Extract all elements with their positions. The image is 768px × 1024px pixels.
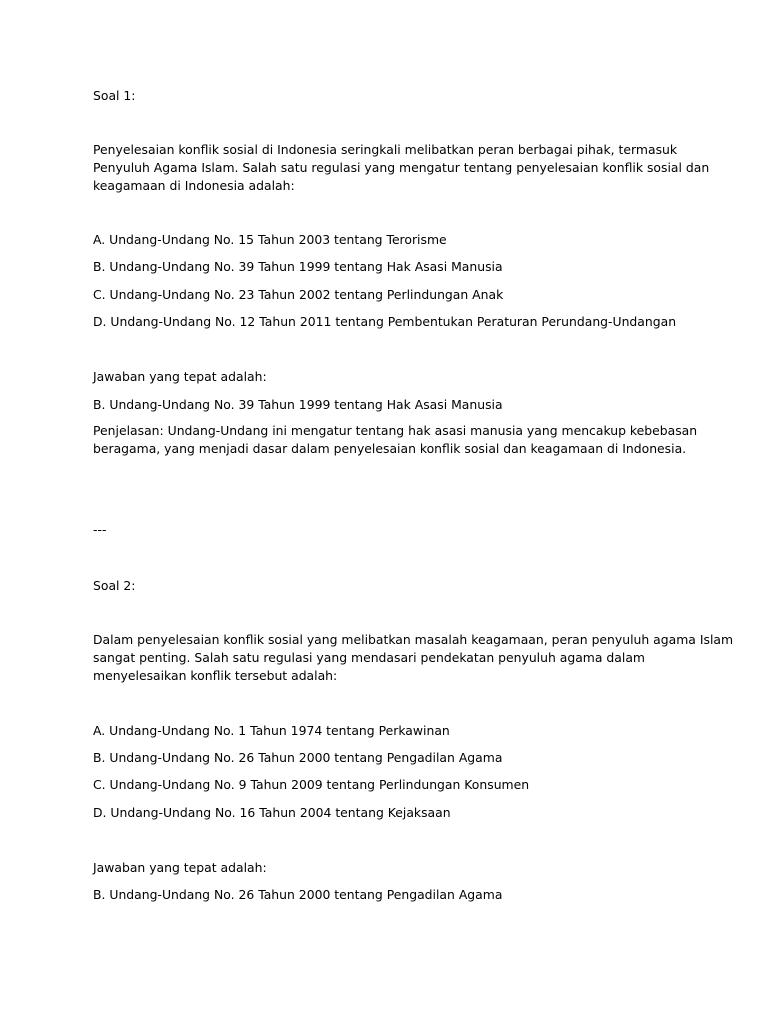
question-1-option-c: C. Undang-Undang No. 23 Tahun 2002 tentang Perlindungan Anak xyxy=(93,287,504,302)
question-2-stem-line: Dalam penyelesaian konflik sosial yang melibatkan masalah keagamaan, peran penyuluh agama Islam xyxy=(93,632,734,647)
question-1-stem-line: keagamaan di Indonesia adalah: xyxy=(93,178,295,193)
question-1-stem xyxy=(93,141,710,195)
question-2-stem-line: menyelesaikan konflik tersebut adalah: xyxy=(93,668,338,683)
question-2-option-a: A. Undang-Undang No. 1 Tahun 1974 tentang Perkawinan xyxy=(93,723,450,738)
question-1-option-d: D. Undang-Undang No. 12 Tahun 2011 tentang Pembentukan Peraturan Perundang-Undangan xyxy=(93,314,677,329)
question-1-heading: Soal 1: xyxy=(93,88,136,103)
question-1-stem-line: Penyuluh Agama Islam. Salah satu regulasi yang mengatur tentang penyelesaian konflik sosial dan xyxy=(93,160,710,175)
question-1-answer-label: Jawaban yang tepat adalah: xyxy=(93,369,267,384)
question-1-answer: B. Undang-Undang No. 39 Tahun 1999 tentang Hak Asasi Manusia xyxy=(93,397,503,412)
question-1-option-a: A. Undang-Undang No. 15 Tahun 2003 tentang Terorisme xyxy=(93,232,447,247)
question-2-heading: Soal 2: xyxy=(93,578,136,593)
question-2-option-c: C. Undang-Undang No. 9 Tahun 2009 tentang Perlindungan Konsumen xyxy=(93,777,530,792)
question-2-stem xyxy=(93,631,734,685)
question-2-option-d: D. Undang-Undang No. 16 Tahun 2004 tentang Kejaksaan xyxy=(93,805,451,820)
question-2-stem-line: sangat penting. Salah satu regulasi yang mendasari pendekatan penyuluh agama dalam xyxy=(93,650,645,665)
question-1-explanation-line: Penjelasan: Undang-Undang ini mengatur tentang hak asasi manusia yang mencakup kebebasan xyxy=(93,423,698,438)
question-1-explanation-line: beragama, yang menjadi dasar dalam penyelesaian konflik sosial dan keagamaan di Indonesia. xyxy=(93,441,687,456)
question-2-answer-label: Jawaban yang tepat adalah: xyxy=(93,860,267,875)
question-2-option-b: B. Undang-Undang No. 26 Tahun 2000 tentang Pengadilan Agama xyxy=(93,750,503,765)
question-1-option-b: B. Undang-Undang No. 39 Tahun 1999 tentang Hak Asasi Manusia xyxy=(93,259,503,274)
question-1-stem-line: Penyelesaian konflik sosial di Indonesia seringkali melibatkan peran berbagai pihak, termasuk xyxy=(93,142,678,157)
question-2-answer: B. Undang-Undang No. 26 Tahun 2000 tentang Pengadilan Agama xyxy=(93,887,503,902)
question-1-explanation xyxy=(93,422,698,458)
section-separator: --- xyxy=(93,522,107,537)
